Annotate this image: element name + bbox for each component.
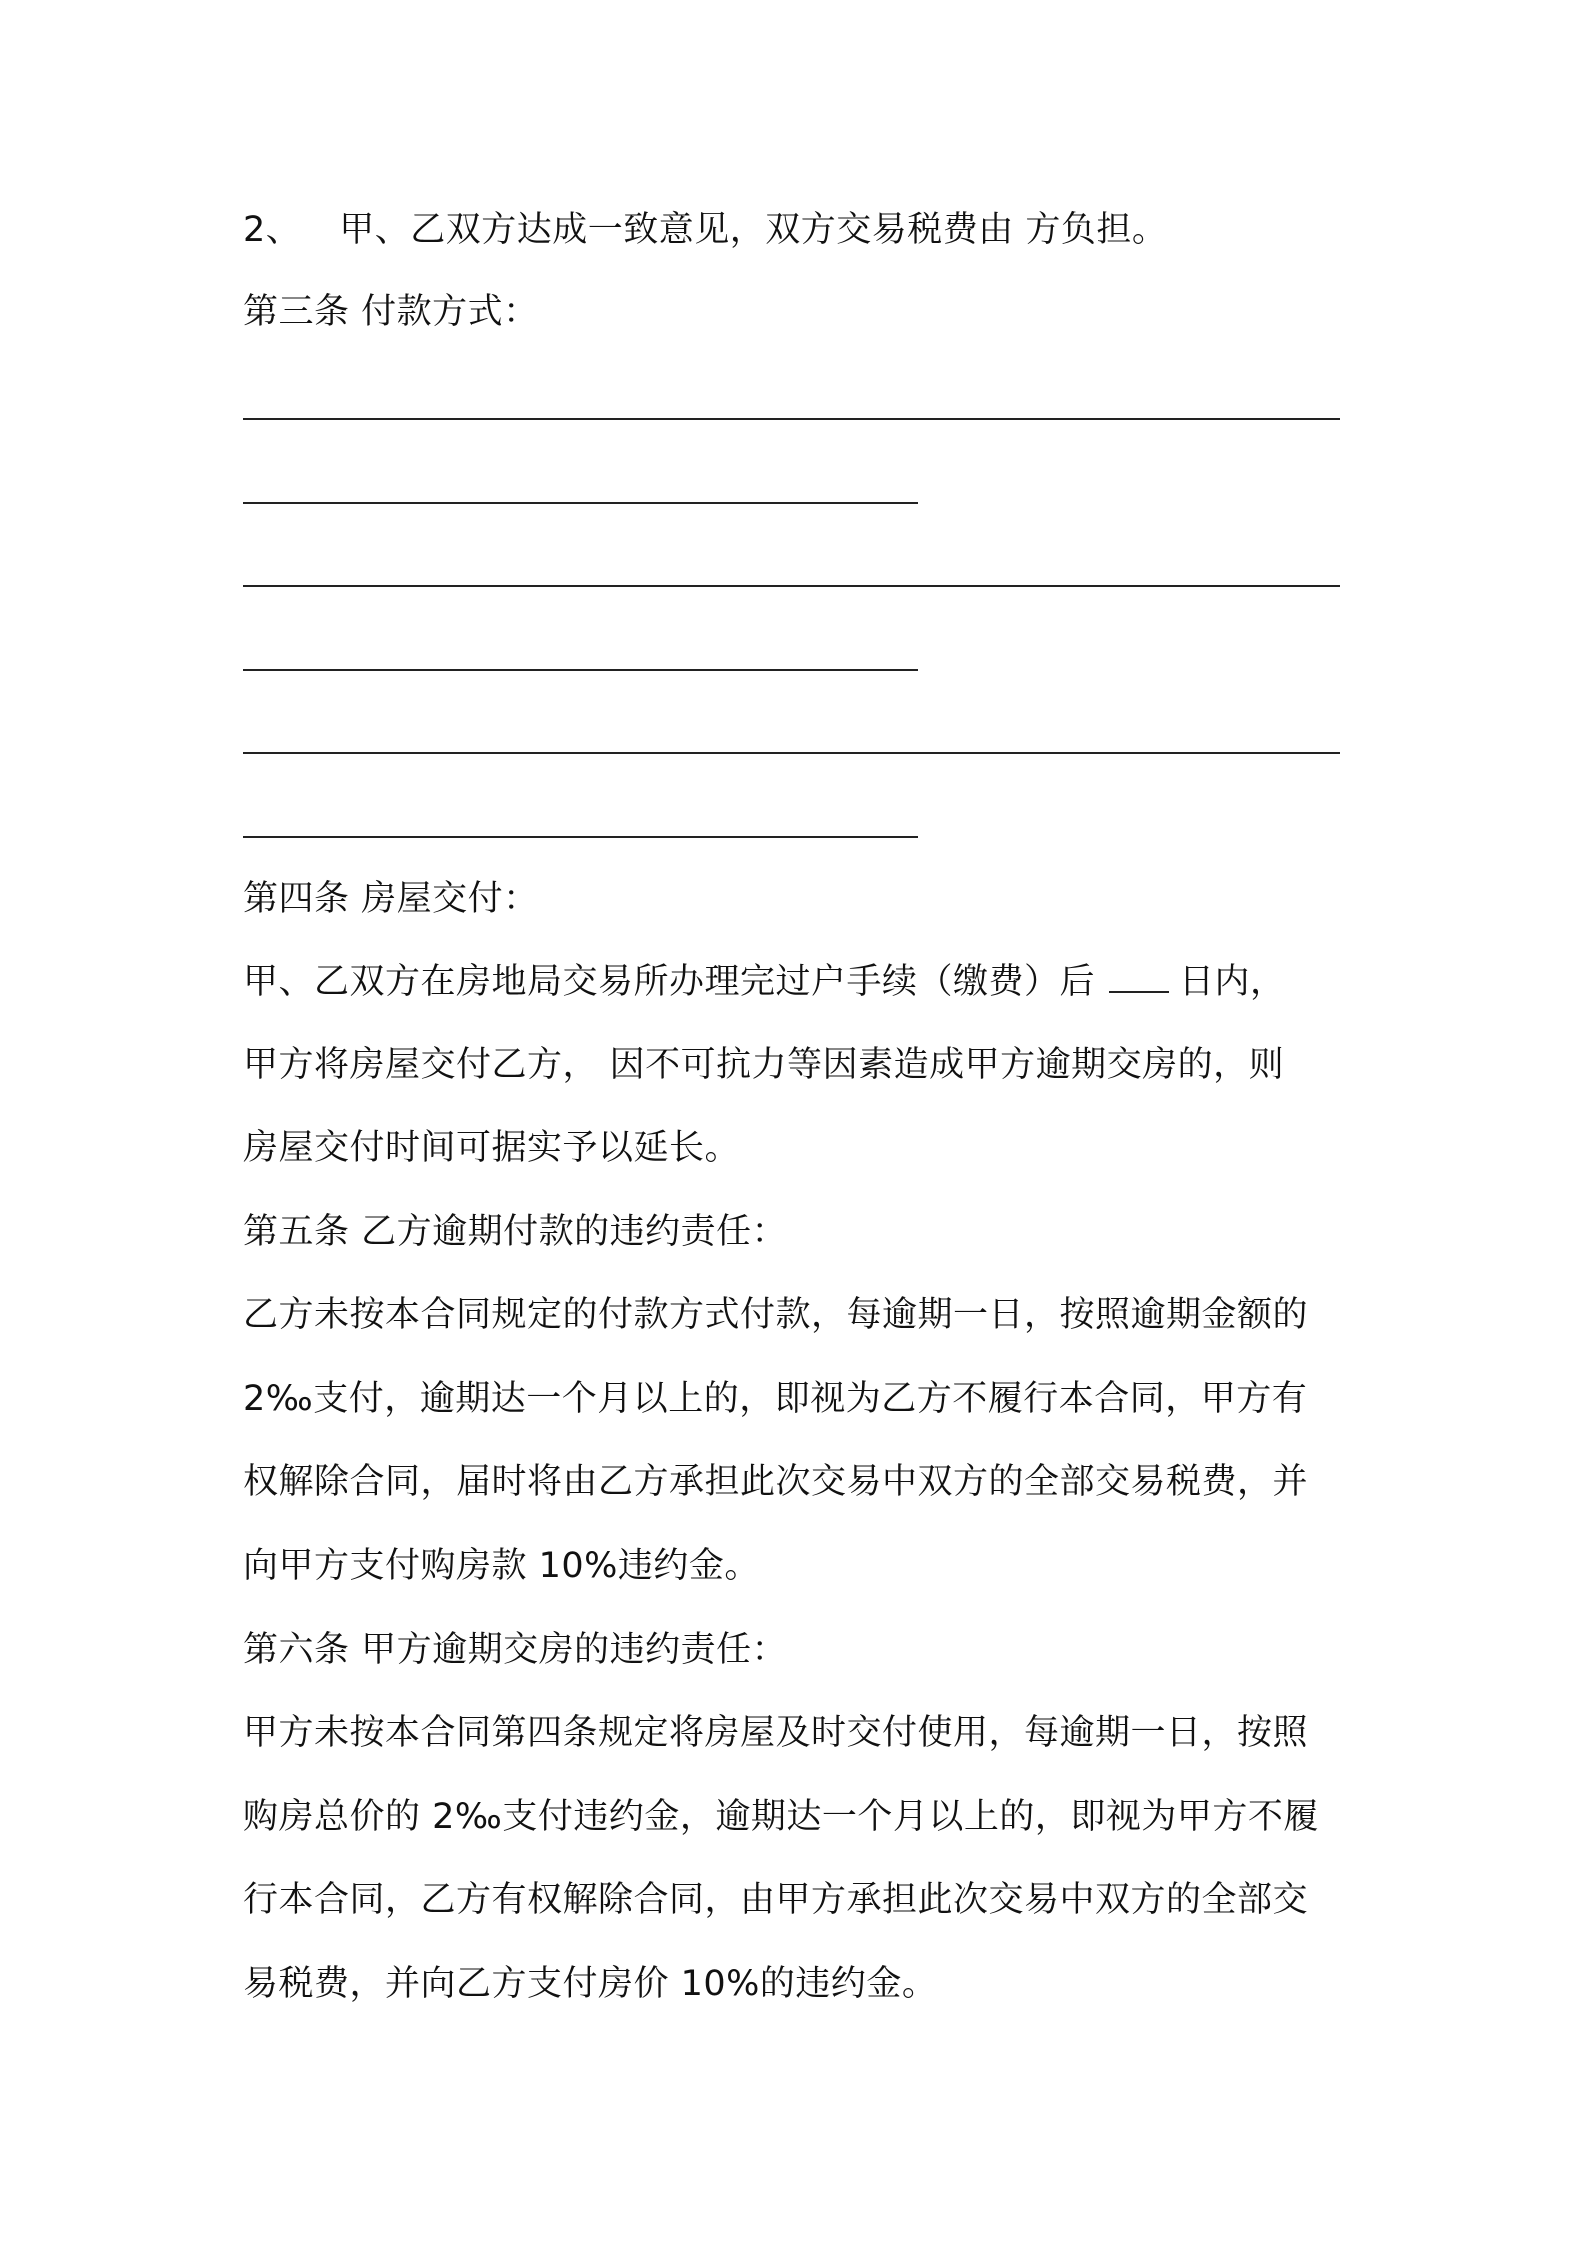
article-4-heading: 第四条 房屋交付： <box>243 879 539 919</box>
article-4-line-1-start: 甲、乙双方在房地局交易所办理完过户手续（缴费）后 <box>243 962 1096 1002</box>
article-4-line-3: 房屋交付时间可据实予以延长。 <box>243 1128 741 1168</box>
clause-2-line <box>243 208 1167 252</box>
payment-blank-line-6[interactable] <box>243 836 918 838</box>
article-4-line-2: 甲方将房屋交付乙方， 因不可抗力等因素造成甲方逾期交房的，则 <box>243 1045 1285 1085</box>
payment-blank-line-4[interactable] <box>243 669 918 671</box>
payment-blank-line-2[interactable] <box>243 502 918 504</box>
article-5-line-3: 权解除合同，届时将由乙方承担此次交易中双方的全部交易税费，并 <box>243 1462 1309 1502</box>
article-5-line-4: 向甲方支付购房款 10%违约金。 <box>243 1546 760 1586</box>
article-4-line-1-end: 日内， <box>1179 962 1286 1002</box>
article-3-heading: 第三条 付款方式： <box>243 292 539 332</box>
article-6-line-4: 易税费，并向乙方支付房价 10%的违约金。 <box>243 1964 938 2004</box>
article-6-line-2: 购房总价的 2‰支付违约金，逾期达一个月以上的，即视为甲方不履 <box>243 1797 1319 1837</box>
clause-2-number: 2、 <box>243 210 302 250</box>
article-6-line-3: 行本合同，乙方有权解除合同，由甲方承担此次交易中双方的全部交 <box>243 1880 1309 1920</box>
article-5-line-2: 2‰支付，逾期达一个月以上的，即视为乙方不履行本合同，甲方有 <box>243 1379 1308 1419</box>
article-5-heading: 第五条 乙方逾期付款的违约责任： <box>243 1212 788 1252</box>
article-4-line-1 <box>243 960 1286 1004</box>
article-5-line-1: 乙方未按本合同规定的付款方式付款，每逾期一日，按照逾期金额的 <box>243 1295 1309 1335</box>
days-blank[interactable] <box>1109 963 1169 993</box>
clause-2-text: 甲、乙双方达成一致意见，双方交易税费由 方负担。 <box>339 210 1168 250</box>
payment-blank-line-3[interactable] <box>243 585 1340 587</box>
payment-blank-line-5[interactable] <box>243 752 1340 754</box>
article-6-line-1: 甲方未按本合同第四条规定将房屋及时交付使用，每逾期一日，按照 <box>243 1713 1309 1753</box>
article-6-heading: 第六条 甲方逾期交房的违约责任： <box>243 1630 788 1670</box>
payment-blank-line-1[interactable] <box>243 418 1340 420</box>
